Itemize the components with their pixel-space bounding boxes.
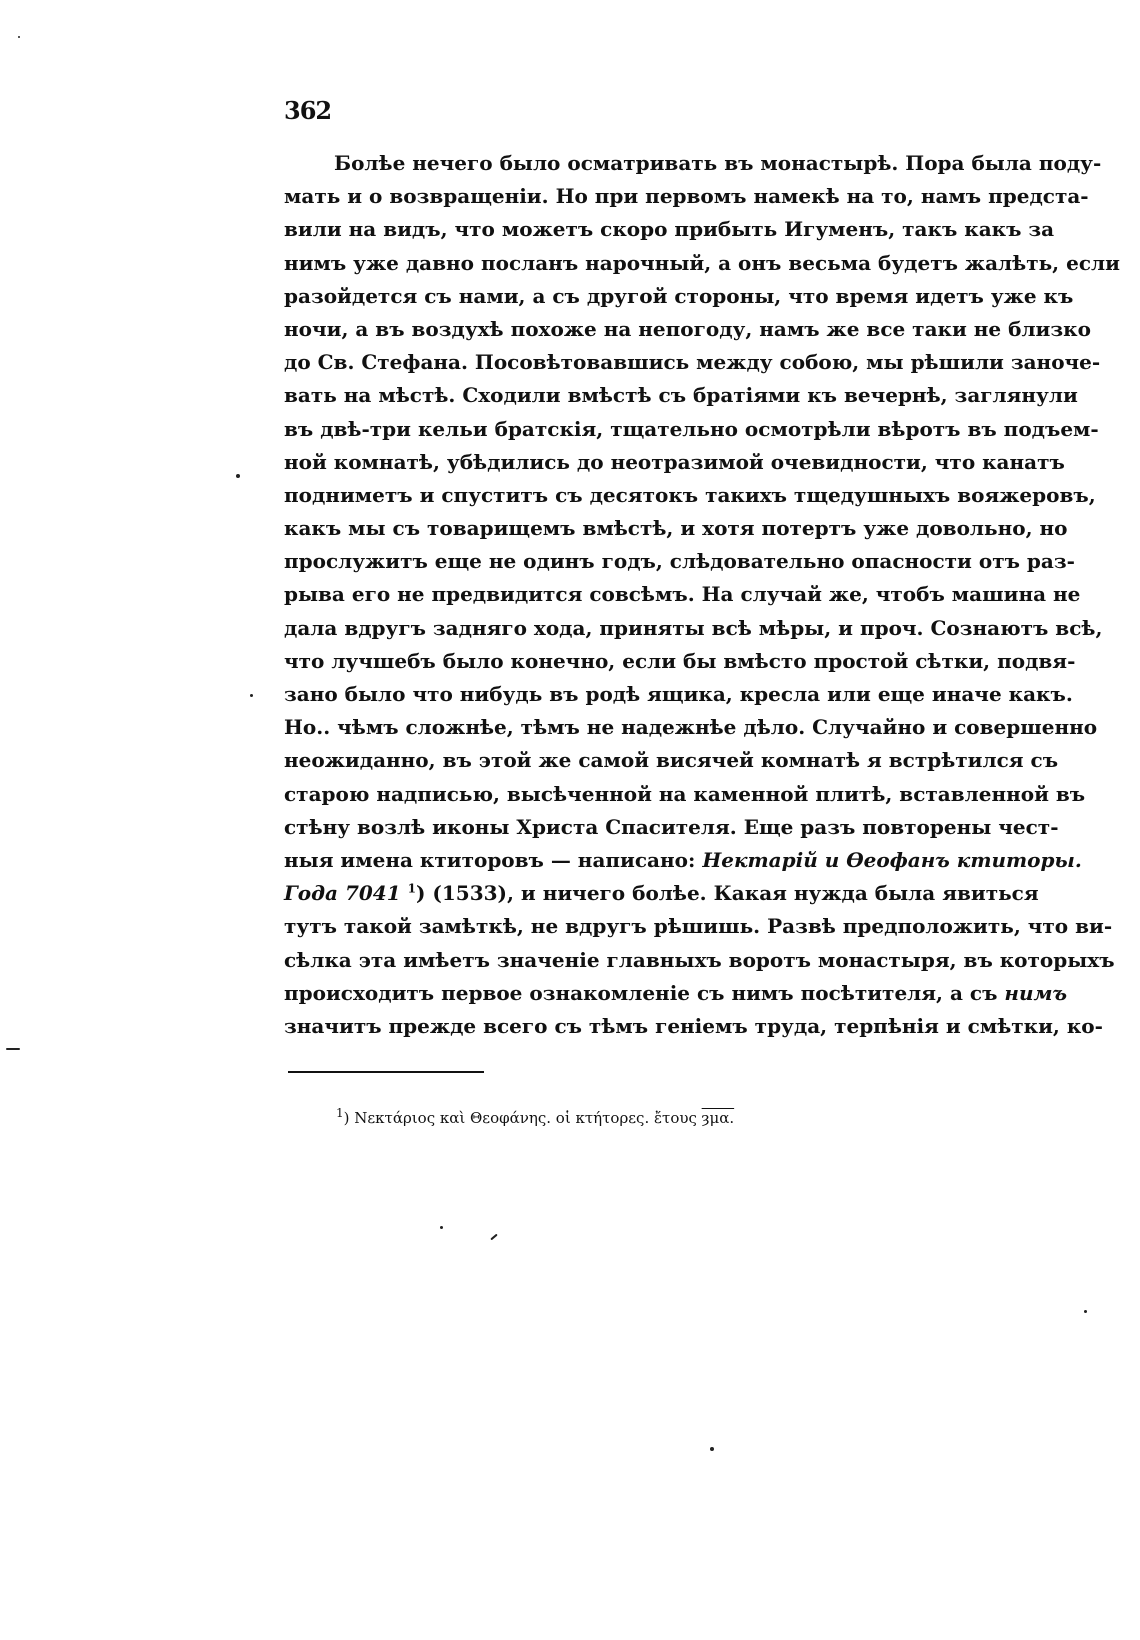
text-line: что лучшебъ было конечно, если бы вмѣсто простой сѣтки, подвя- (284, 648, 1076, 673)
text-line (284, 977, 1068, 1010)
footnote-divider (288, 1071, 484, 1073)
text-line (284, 877, 1039, 910)
text-line: какъ мы съ товарищемъ вмѣстѣ, и хотя потертъ уже довольно, но (284, 516, 1068, 541)
scan-speck (490, 1234, 497, 1241)
scan-speck (6, 1048, 20, 1050)
text-line: рыва его не предвидится совсѣмъ. На случай же, чтобъ машина не (284, 582, 1081, 607)
text-line: подниметъ и спуститъ съ десятокъ такихъ тщедушныхъ вояжеровъ, (284, 482, 1096, 507)
text-span: происходитъ первое ознакомленіе съ нимъ посѣтителя, а съ (284, 980, 1005, 1005)
footnote-text: ) Νεκτάριος καὶ Θεοφάνης. οἱ κτήτορες. ἔτους (343, 1109, 702, 1127)
text-line: прослужитъ еще не одинъ годъ, слѣдовательно опасности отъ раз- (284, 549, 1075, 574)
text-line: вили на видъ, что можетъ скоро прибыть Игуменъ, такъ какъ за (284, 217, 1055, 242)
text-span: ) (1533), и ничего болѣе. Какая нужда была явиться (415, 881, 1039, 906)
text-line: значитъ прежде всего съ тѣмъ геніемъ труда, терпѣнія и смѣтки, ко- (284, 1013, 1103, 1038)
scan-speck (1084, 1310, 1087, 1313)
scan-speck (18, 36, 20, 38)
text-span: ныя имена ктиторовъ — написано: (284, 847, 703, 872)
page-number: 362 (284, 96, 332, 125)
scan-speck (250, 694, 253, 697)
text-line (284, 844, 1082, 877)
scan-speck (710, 1447, 714, 1451)
footnote-ref: 1 (407, 881, 416, 896)
text-line: разойдется съ нами, а съ другой стороны, что время идетъ уже къ (284, 283, 1074, 308)
text-line: ночи, а въ воздухѣ похоже на непогоду, намъ же все таки не близко (284, 316, 1091, 341)
scan-speck (236, 474, 240, 478)
text-line: сѣлка эта имѣетъ значеніе главныхъ воротъ монастыря, въ которыхъ (284, 947, 1115, 972)
text-line: вать на мѣстѣ. Сходили вмѣстѣ съ братіями къ вечернѣ, заглянули (284, 383, 1078, 408)
scan-speck (440, 1226, 443, 1229)
text-line: мать и о возвращеніи. Но при первомъ намекѣ на то, намъ предста- (284, 184, 1089, 209)
text-line: стѣну возлѣ иконы Христа Спасителя. Еще разъ повторены чест- (284, 814, 1059, 839)
text-line: въ двѣ-три кельи братскія, тщательно осмотрѣли вѣротъ въ подъем- (284, 416, 1099, 441)
text-line: нимъ уже давно посланъ нарочный, а онъ весьма будетъ жалѣть, если (284, 250, 1120, 275)
text-line: дала вдругъ задняго хода, приняты всѣ мѣры, и проч. Сознаютъ всѣ, (284, 615, 1103, 640)
inscription-year-italic: Года 7041 (284, 881, 401, 906)
text-line: до Св. Стефана. Посовѣтовавшись между собою, мы рѣшили заноче- (284, 350, 1101, 375)
body-text (284, 147, 1120, 1043)
text-line: Болѣе нечего было осматривать въ монастырѣ. Пора была поду- (334, 151, 1102, 175)
inscription-italic: Нектарій и Ѳеофанъ ктиторы. (702, 847, 1082, 872)
footnote-greek-number: ȝμα. (701, 1109, 735, 1127)
emphasis-italic: нимъ (1004, 980, 1068, 1005)
text-line: старою надписью, высѣченной на каменной плитѣ, вставленной въ (284, 781, 1086, 806)
footnote (336, 1106, 735, 1127)
text-line: неожиданно, въ этой же самой висячей комнатѣ я встрѣтился съ (284, 748, 1059, 773)
text-line: ной комнатѣ, убѣдились до неотразимой очевидности, что канатъ (284, 449, 1065, 474)
text-line: зано было что нибудь въ родѣ ящика, кресла или еще иначе какъ. (284, 682, 1073, 706)
text-line: тутъ такой замѣткѣ, не вдругъ рѣшишь. Развѣ предположить, что ви- (284, 914, 1113, 939)
footnote-marker: 1 (336, 1106, 344, 1120)
text-line: Но.. чѣмъ сложнѣе, тѣмъ не надежнѣе дѣло. Случайно и совершенно (284, 715, 1098, 740)
